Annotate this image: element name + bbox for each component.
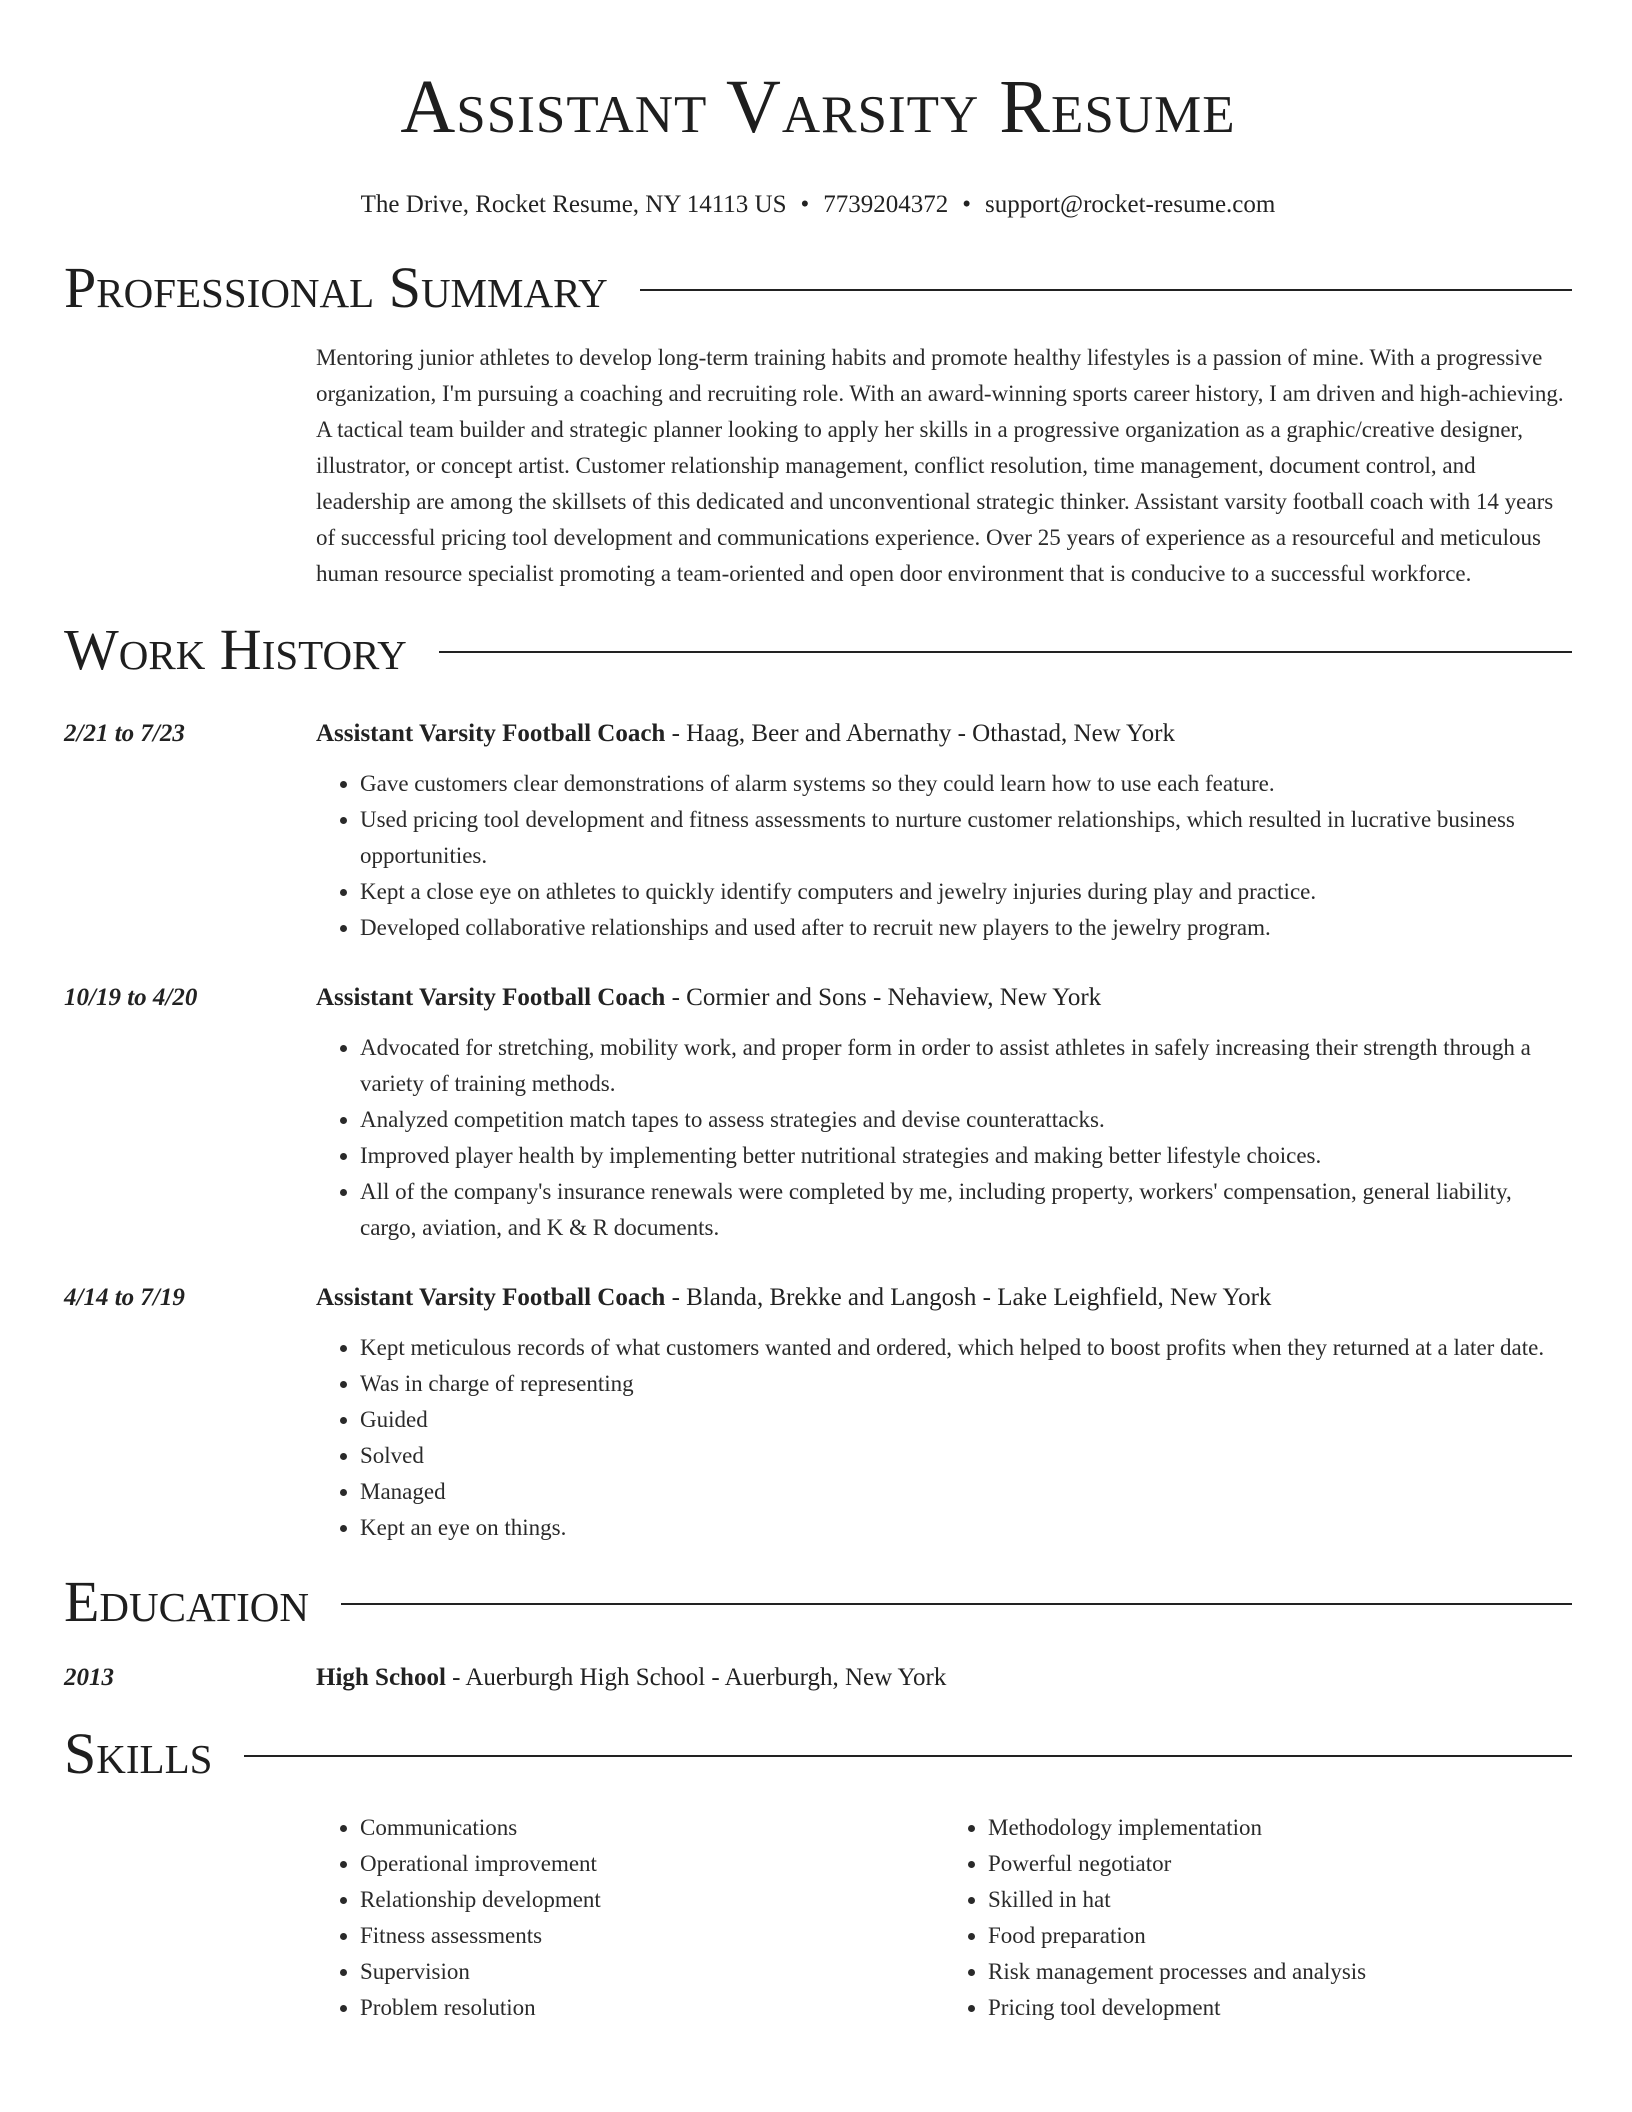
list-item: • Solved [360, 1438, 1572, 1474]
education-date: 2013 [64, 1664, 114, 1691]
job-employer: - Haag, Beer and Abernathy - Othastad, New York [665, 720, 1175, 747]
skill-item: • Skilled in hat [988, 1882, 1572, 1918]
contact-separator: • [800, 191, 810, 218]
job-heading [316, 716, 1572, 752]
list-item: • Gave customers clear demonstrations of alarm systems so they could learn how to use each feature. [360, 766, 1572, 802]
job-heading [316, 1280, 1572, 1316]
skill-item: • Powerful negotiator [988, 1846, 1572, 1882]
list-item: • Used pricing tool development and fitness assessments to nurture customer relationships, which resulted in lucrative business opportunities. [360, 802, 1572, 874]
job-date: 2/21 to 7/23 [64, 720, 185, 747]
section-professional-summary [64, 255, 1572, 320]
resume-page [64, 0, 1572, 2026]
skill-item: • Problem resolution [360, 1990, 944, 2026]
skill-item: • Risk management processes and analysis [988, 1954, 1572, 1990]
job-bullets [316, 1330, 1572, 1546]
skill-item: • Fitness assessments [360, 1918, 944, 1954]
job-employer: - Cormier and Sons - Nehaview, New York [665, 984, 1102, 1011]
list-item: • All of the company's insurance renewals were completed by me, including property, workers' compensation, general liability, cargo, aviation, and K & R documents. [360, 1174, 1572, 1246]
job-title: Assistant Varsity Football Coach [316, 720, 666, 747]
job-bullets [316, 1030, 1572, 1246]
job-date: 10/19 to 4/20 [64, 984, 198, 1011]
education-heading [316, 1660, 946, 1696]
skill-item: • Supervision [360, 1954, 944, 1990]
section-education [64, 1569, 1572, 1634]
list-item: • Analyzed competition match tapes to assess strategies and devise counterattacks. [360, 1102, 1572, 1138]
skill-item: • Communications [360, 1810, 944, 1846]
section-heading: Professional Summary [64, 255, 608, 320]
contact-line [64, 190, 1572, 220]
skill-item: • Pricing tool development [988, 1990, 1572, 2026]
job-entry [64, 980, 1572, 1246]
job-date: 4/14 to 7/19 [64, 1284, 185, 1311]
contact-email: support@rocket-resume.com [985, 191, 1276, 218]
skills-left-list [316, 1810, 944, 2026]
contact-phone: 7739204372 [823, 191, 949, 218]
section-work-history [64, 617, 1572, 682]
skills-columns [316, 1810, 1572, 2026]
list-item: • Kept meticulous records of what customers wanted and ordered, which helped to boost profits when they returned at a later date. [360, 1330, 1572, 1366]
job-heading [316, 980, 1572, 1016]
list-item: • Advocated for stretching, mobility work, and proper form in order to assist athletes in safely increasing their strength through a variety of training methods. [360, 1030, 1572, 1102]
resume-title: Assistant Varsity Resume [400, 65, 1236, 149]
list-item: • Was in charge of representing [360, 1366, 1572, 1402]
section-rule [244, 1755, 1572, 1757]
section-heading: Education [64, 1569, 309, 1634]
job-employer: - Blanda, Brekke and Langosh - Lake Leighfield, New York [665, 1284, 1272, 1311]
section-heading: Work History [64, 617, 407, 682]
section-rule [439, 651, 1572, 653]
job-title: Assistant Varsity Football Coach [316, 1284, 666, 1311]
skill-item: • Relationship development [360, 1882, 944, 1918]
list-item: • Developed collaborative relationships and used after to recruit new players to the jewelry program. [360, 910, 1572, 946]
education-school: - Auerburgh High School - Auerburgh, New York [445, 1664, 947, 1691]
education-entry [64, 1660, 1572, 1696]
job-title: Assistant Varsity Football Coach [316, 984, 666, 1011]
education-degree: High School [316, 1664, 446, 1691]
skill-item: • Methodology implementation [988, 1810, 1572, 1846]
job-entry [64, 1280, 1572, 1546]
list-item: • Managed [360, 1474, 1572, 1510]
section-skills [64, 1721, 1572, 1786]
list-item: • Improved player health by implementing better nutritional strategies and making better lifestyle choices. [360, 1138, 1572, 1174]
list-item: • Guided [360, 1402, 1572, 1438]
skill-item: • Operational improvement [360, 1846, 944, 1882]
list-item: • Kept an eye on things. [360, 1510, 1572, 1546]
section-rule [341, 1603, 1572, 1605]
list-item: • Kept a close eye on athletes to quickly identify computers and jewelry injuries during play and practice. [360, 874, 1572, 910]
job-bullets [316, 766, 1572, 946]
contact-address: The Drive, Rocket Resume, NY 14113 US [360, 191, 787, 218]
summary-text: Mentoring junior athletes to develop long-term training habits and promote healthy lifestyles is a passion of mine. With a progressive organization, I'm pursuing a coaching and recruiting role. With an award-winning sports career history, I am driven and high-achieving. A tactical team builder and strategic planner looking to apply her skills in a progressive organization as a graphic/creative designer, illustrator, or concept artist. Customer relationship management, conflict resolution, time management, document control, and leadership are among the skillsets of this dedicated and unconventional strategic thinker. Assistant varsity football coach with 14 years of successful pricing tool development and communications experience. Over 25 years of experience as a resourceful and meticulous human resource specialist promoting a team-oriented and open door environment that is conducive to a successful workforce. [316, 345, 1564, 586]
skill-item: • Food preparation [988, 1918, 1572, 1954]
skills-right-list [944, 1810, 1572, 2026]
contact-separator: • [962, 191, 972, 218]
section-rule [640, 289, 1572, 291]
job-entry [64, 716, 1572, 946]
section-heading: Skills [64, 1721, 213, 1786]
